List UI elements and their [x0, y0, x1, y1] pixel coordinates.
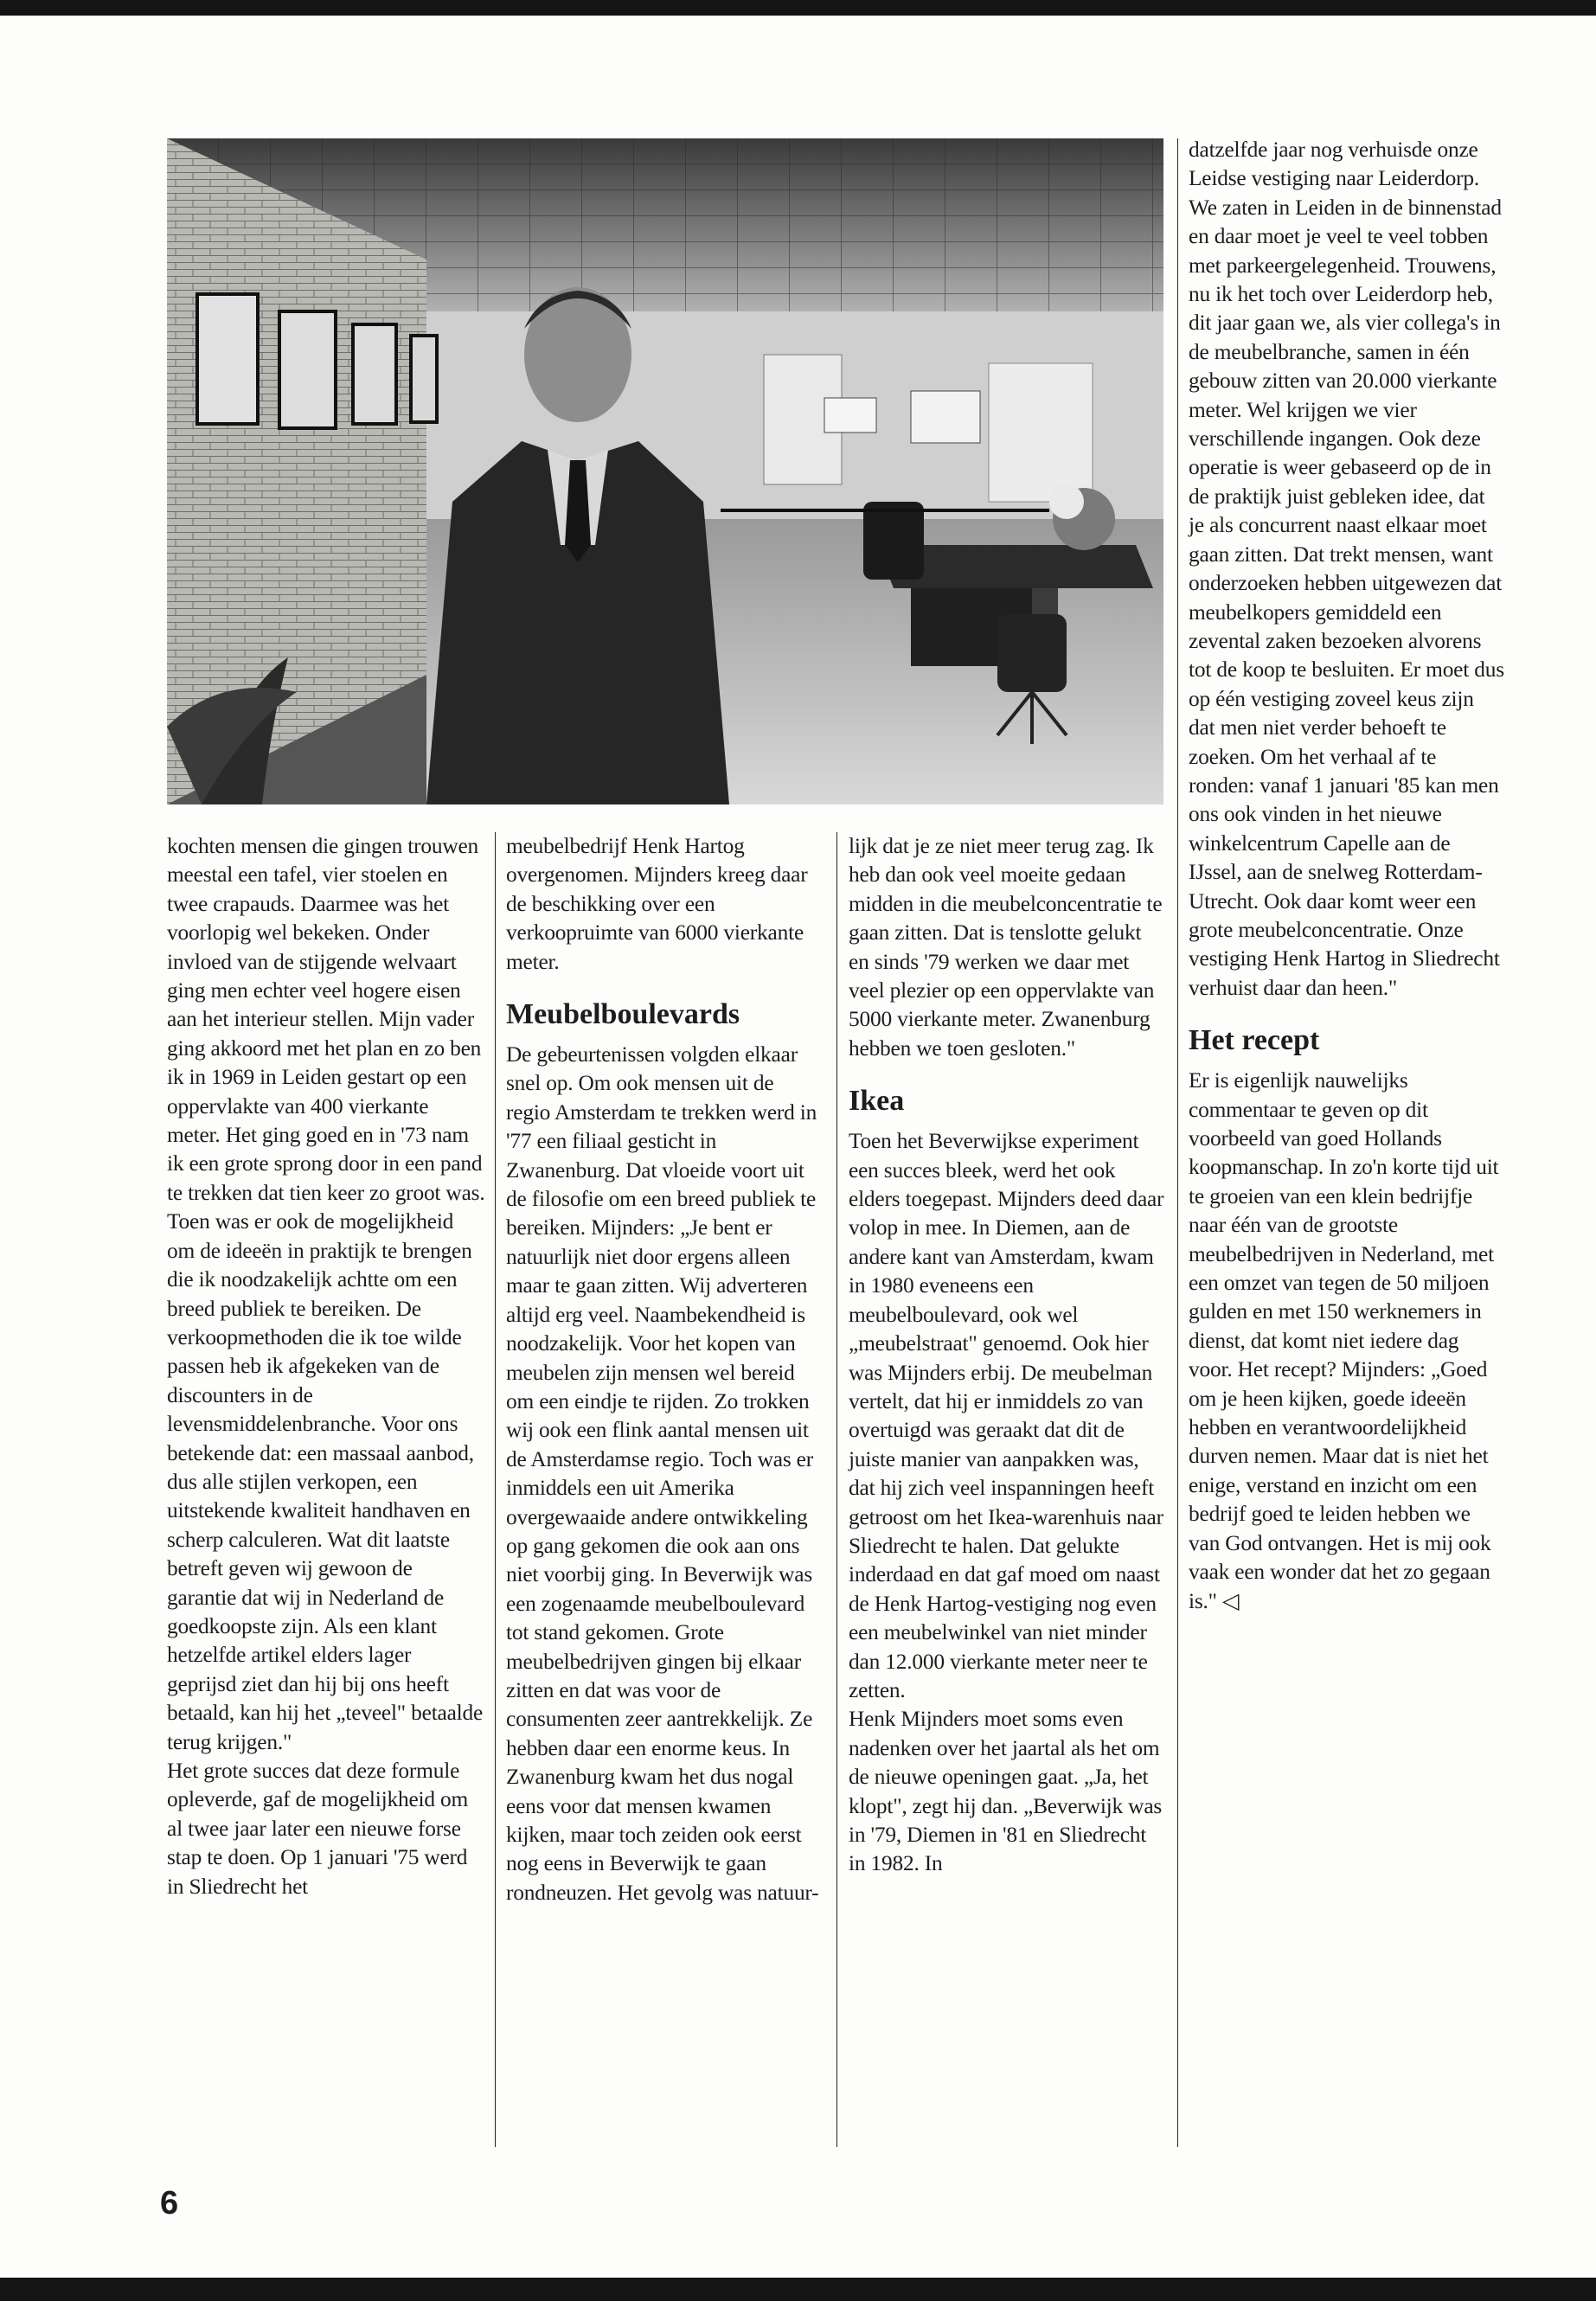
column-1-paragraph: kochten mensen die gingen trouwen meestal een tafel, vier stoelen en twee crapauds. Daarmee was het voorlopig wel bekeken. Onder invloed van de stijgende welvaart ging men echter veel hogere eisen aan het interieur stellen. Mijn vader ging akkoord met het plan en zo ben ik in 1969 in Leiden gestart op een oppervlakte van 400 vierkante meter. Het ging goed en in '73 nam ik een grote sprong door in een pand te trekken dat tien keer zo groot was. Toen was er ook de mogelijkheid om de ideeën in praktijk te brengen die ik noodzakelijk achtte om een breed publiek te bereiken. De verkoopmethoden die ik toe wilde passen heb ik afgekeken van de discounters in de levensmiddelenbranche. Voor ons betekende dat: een massaal aanbod, dus alle stijlen verkopen, een uitstekende kwaliteit handhaven en scherp calculeren. Wat dit laatste betreft geven wij gewoon de garantie dat wij in Nederland de goedkoopste zijn. Als een klant hetzelfde artikel elders lager geprijsd ziet dan hij bij ons heeft betaald, kan hij het „teveel" betaalde terug krijgen."	[167, 834, 485, 1754]
column-4-body: Er is eigenlijk nauwelijks commentaar te geven op dit voorbeeld van goed Hollands koopmanschap. In zo'n korte tijd uit te groeien van een klein bedrijfje naar één van de grootste meubelbedrijven in Nederland, met een omzet van tegen de 50 miljoen gulden en met 150 werknemers in dienst, dat komt niet iedere dag voor. Het recept? Mijnders: „Goed om je heen kijken, goede ideeën hebben en verantwoordelijkheid durven nemen. Maar dat is niet het enige, verstand en inzicht om een bedrijf goed te leiden hebben we van God ontvangen. Het is mij ook vaak een wonder dat het zo gegaan is." ◁	[1189, 1068, 1499, 1613]
section-heading-meubelboulevards: Meubelboulevards	[506, 998, 740, 1031]
column-3-body: Henk Mijnders moet soms even nadenken over het jaartal als het om de nieuwe openingen gaat. „Ja, het klopt", zegt hij dan. „Beverwijk was in '79, Diemen in '81 en Sliedrecht in 1982. In	[849, 1707, 1163, 1876]
column-divider	[495, 832, 496, 2147]
column-divider	[836, 832, 837, 2147]
column-2-body: De gebeurtenissen volgden elkaar snel op. Om ook mensen uit de regio Amsterdam te trekken werd in '77 een filiaal gesticht in Zwanenburg. Dat vloeide voort uit de filosofie om een breed publiek te bereiken. Mijnders: „Je bent er natuurlijk niet door ergens alleen maar te gaan zitten. Wij adverteren altijd erg veel. Naambekendheid is noodzakelijk. Voor het kopen van meubelen zijn mensen wel bereid om een eindje te rijden. Zo trokken wij ook een flink aantal mensen uit de Amsterdamse regio. Toch was er inmiddels een uit Amerika overgewaaide andere ontwikkeling op gang gekomen die ook aan ons niet voorbij ging. In Beverwijk was een zogenaamde meubelboulevard tot stand gekomen. Grote meubelbedrijven gingen bij elkaar zitten en dat was voor de consumenten zeer aantrekkelijk. Ze hebben daar een enorme keus. In Zwanenburg kwam het dus nogal eens voor dat mensen kwamen kijken, maar toch zeiden ook eerst nog eens in Beverwijk te gaan rondneuzen. Het gevolg was natuur-	[506, 1042, 819, 1905]
office-portrait-photo	[167, 138, 1163, 804]
section-heading-het-recept: Het recept	[1189, 1024, 1320, 1057]
top-border	[0, 0, 1596, 16]
column-1	[167, 832, 485, 1901]
column-3	[849, 832, 1165, 1879]
column-1-paragraph: Het grote succes dat deze formule opleverde, gaf de mogelijkheid om al twee jaar later een nieuwe forse stap te doen. Op 1 januari '75 werd in Sliedrecht het	[167, 1759, 469, 1899]
column-4-intro: datzelfde jaar nog verhuisde onze Leidse vestiging naar Leiderdorp. We zaten in Leiden in de binnenstad en daar moet je veel te veel tobben met parkeergelegenheid. Trouwens, nu ik het toch over Leiderdorp heb, dit jaar gaan we, als vier collega's in de meubelbranche, samen in één gebouw zitten van 20.000 vierkante meter. Wel krijgen we vier verschillende ingangen. Ook deze operatie is weer gebaseerd op de in de praktijk juist gebleken idee, dat je als concurrent naast elkaar moet gaan zitten. Dat trekt mensen, want onderzoeken hebben uitgewezen dat meubelkopers gemiddeld een zevental zaken bezoeken alvorens tot de koop te besluiten. Er moet dus op één vestiging zoveel keus zijn dat men niet verder behoeft te zoeken. Om het verhaal af te ronden: vanaf 1 januari '85 kan men ons ook vinden in het nieuwe winkelcentrum Capelle aan de IJssel, aan de snelweg Rotterdam-Utrecht. Ook daar komt weer een grote meubelconcentratie. Onze vestiging Henk Hartog in Sliedrecht verhuist daar dan heen."	[1189, 138, 1504, 1000]
column-4	[1189, 136, 1505, 1616]
column-3-body: Toen het Beverwijkse experiment een succes bleek, werd het ook elders toegepast. Mijnders deed daar volop in mee. In Diemen, aan de andere kant van Amsterdam, kwam in 1980 eveneens een meubelboulevard, ook wel „meubelstraat" genoemd. Ook hier was Mijnders erbij. De meubelman vertelt, dat hij er inmiddels zo van overtuigd was geraakt dat dit de juiste manier van aanpakken was, dat hij zich veel inspanningen heeft getroost om het Ikea-warenhuis naar Sliedrecht te halen. Dat gelukte inderdaad en dat gaf moed om naast de Henk Hartog-vestiging nog even een meubelwinkel van niet minder dan 12.000 vierkante meter neer te zetten.	[849, 1129, 1164, 1702]
column-2-intro: meubelbedrijf Henk Hartog overgenomen. Mijnders kreeg daar de beschikking over een verkoopruimte van 6000 vierkante meter.	[506, 834, 808, 974]
column-2	[506, 832, 823, 1907]
page-number: 6	[160, 2185, 179, 2221]
column-divider	[1177, 138, 1178, 2147]
bottom-border	[0, 2278, 1596, 2301]
column-3-intro: lijk dat je ze niet meer terug zag. Ik heb dan ook veel moeite gedaan midden in die meubelconcentratie te gaan zitten. Dat is tenslotte gelukt en sinds '79 werken we daar met veel plezier op een oppervlakte van 5000 vierkante meter. Zwanenburg hebben we toen gesloten."	[849, 834, 1163, 1061]
section-heading-ikea: Ikea	[849, 1085, 905, 1118]
